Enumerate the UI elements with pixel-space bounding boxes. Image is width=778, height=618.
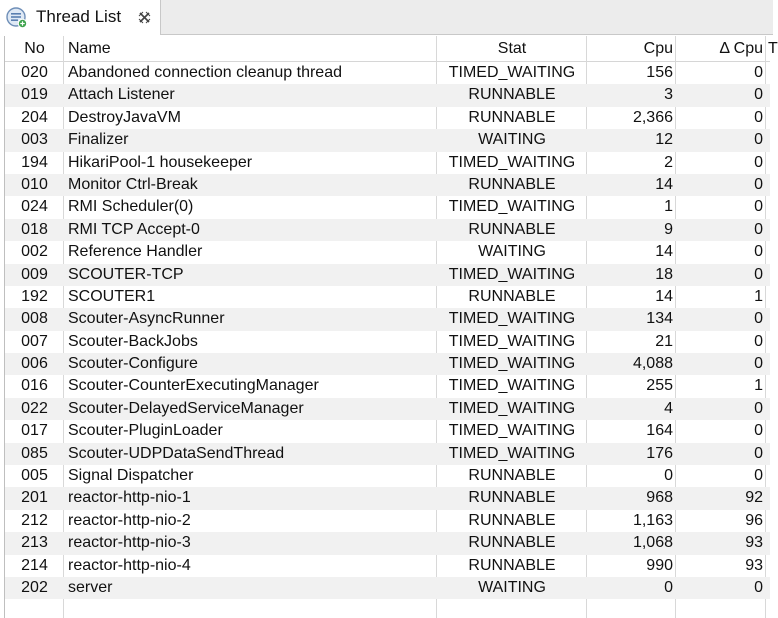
thread-name-cell: Scouter-BackJobs	[68, 332, 198, 350]
thread-cpu-cell: 176	[646, 444, 673, 462]
thread-delta-cpu-cell: 1	[754, 287, 763, 305]
thread-no-cell: 020	[21, 64, 48, 81]
thread-state-cell: WAITING	[478, 131, 546, 149]
thread-state-cell: TIMED_WAITING	[448, 444, 576, 462]
thread-state-cell: RUNNABLE	[468, 534, 556, 552]
thread-name-cell: Scouter-PluginLoader	[68, 422, 223, 440]
thread-cpu-cell: 1	[664, 198, 673, 216]
thread-cpu-cell: 0	[664, 578, 673, 596]
thread-delta-cpu-cell: 0	[754, 332, 763, 350]
thread-no-cell: 201	[21, 489, 48, 507]
thread-cpu-cell: 255	[646, 377, 673, 395]
thread-name-cell: Abandoned connection cleanup thread	[68, 64, 342, 81]
thread-state-cell: RUNNABLE	[468, 489, 556, 507]
thread-name-cell: reactor-http-nio-4	[68, 556, 191, 574]
thread-name-cell: Monitor Ctrl-Break	[68, 175, 198, 193]
table-row[interactable]	[5, 196, 770, 218]
thread-cpu-cell: 1,068	[632, 534, 673, 552]
thread-state-cell: RUNNABLE	[468, 556, 556, 574]
thread-cpu-cell: 14	[655, 175, 673, 193]
table-row[interactable]	[5, 308, 770, 330]
column-header-delta-cpu[interactable]: Δ Cpu	[719, 40, 763, 57]
thread-cpu-cell: 21	[655, 332, 673, 350]
thread-name-cell: RMI Scheduler(0)	[68, 198, 194, 216]
thread-cpu-cell: 2	[664, 153, 673, 171]
thread-name-cell: RMI TCP Accept-0	[68, 220, 200, 238]
thread-no-cell: 016	[21, 377, 48, 395]
thread-delta-cpu-cell: 0	[754, 399, 763, 417]
thread-cpu-cell: 3	[664, 86, 673, 104]
thread-no-cell: 085	[21, 444, 48, 462]
thread-state-cell: RUNNABLE	[468, 175, 556, 193]
table-row[interactable]	[5, 420, 770, 442]
thread-delta-cpu-cell: 0	[754, 153, 763, 171]
thread-name-cell: Scouter-Configure	[68, 355, 198, 373]
thread-state-cell: TIMED_WAITING	[448, 422, 576, 440]
thread-delta-cpu-cell: 93	[745, 556, 763, 574]
thread-cpu-cell: 14	[655, 243, 673, 261]
thread-cpu-cell: 156	[646, 64, 673, 81]
thread-name-cell: Scouter-CounterExecutingManager	[68, 377, 319, 395]
table-row[interactable]	[5, 443, 770, 465]
thread-cpu-cell: 4,088	[632, 355, 673, 373]
thread-name-cell: reactor-http-nio-3	[68, 534, 191, 552]
thread-state-cell: RUNNABLE	[468, 287, 556, 305]
table-row[interactable]	[5, 241, 770, 263]
thread-state-cell: RUNNABLE	[468, 220, 556, 238]
thread-no-cell: 006	[21, 355, 48, 373]
thread-state-cell: RUNNABLE	[468, 467, 556, 485]
table-row[interactable]	[5, 219, 770, 241]
thread-cpu-cell: 2,366	[632, 108, 673, 126]
thread-name-cell: Attach Listener	[68, 86, 175, 104]
thread-state-cell: RUNNABLE	[468, 86, 556, 104]
thread-no-cell: 194	[21, 153, 48, 171]
thread-delta-cpu-cell: 0	[754, 422, 763, 440]
thread-delta-cpu-cell: 0	[754, 220, 763, 238]
table-row[interactable]	[5, 62, 770, 84]
thread-cpu-cell: 4	[664, 399, 673, 417]
thread-no-cell: 003	[21, 131, 48, 149]
close-icon[interactable]	[137, 10, 152, 25]
thread-state-cell: WAITING	[478, 578, 546, 596]
table-row[interactable]	[5, 84, 770, 106]
thread-name-cell: HikariPool-1 housekeeper	[68, 153, 253, 171]
thread-no-cell: 008	[21, 310, 48, 328]
thread-state-cell: RUNNABLE	[468, 511, 556, 529]
table-row[interactable]	[5, 353, 770, 375]
thread-cpu-cell: 9	[664, 220, 673, 238]
thread-delta-cpu-cell: 93	[745, 534, 763, 552]
thread-delta-cpu-cell: 92	[745, 489, 763, 507]
thread-state-cell: TIMED_WAITING	[448, 198, 576, 216]
thread-state-cell: TIMED_WAITING	[448, 64, 576, 81]
thread-no-cell: 007	[21, 332, 48, 350]
table-row[interactable]	[5, 375, 770, 397]
thread-state-cell: TIMED_WAITING	[448, 355, 576, 373]
tab-thread-list[interactable]	[0, 0, 161, 35]
table-row[interactable]	[5, 331, 770, 353]
thread-no-cell: 214	[21, 556, 48, 574]
thread-delta-cpu-cell: 0	[754, 175, 763, 193]
thread-name-cell: SCOUTER-TCP	[68, 265, 184, 283]
thread-delta-cpu-cell: 1	[754, 377, 763, 395]
column-header-cpu[interactable]: Cpu	[643, 40, 673, 57]
view-tab-bar	[0, 0, 773, 35]
thread-no-cell: 010	[21, 175, 48, 193]
thread-delta-cpu-cell: 0	[754, 243, 763, 261]
table-row[interactable]	[5, 577, 770, 599]
thread-name-cell: Scouter-DelayedServiceManager	[68, 399, 304, 417]
thread-cpu-cell: 12	[655, 131, 673, 149]
thread-no-cell: 017	[21, 422, 48, 440]
tab-title: Thread List	[36, 7, 122, 26]
table-row[interactable]	[5, 465, 770, 487]
thread-no-cell: 212	[21, 511, 48, 529]
thread-delta-cpu-cell: 0	[754, 467, 763, 485]
table-row[interactable]	[5, 398, 770, 420]
thread-state-cell: TIMED_WAITING	[448, 310, 576, 328]
thread-name-cell: Signal Dispatcher	[68, 467, 194, 485]
thread-state-cell: RUNNABLE	[468, 108, 556, 126]
thread-name-cell: server	[68, 578, 113, 596]
thread-list-icon	[5, 6, 29, 30]
table-row[interactable]	[5, 264, 770, 286]
table-row[interactable]	[5, 174, 770, 196]
thread-no-cell: 009	[21, 265, 48, 283]
thread-table	[4, 36, 778, 618]
table-body	[5, 62, 770, 599]
table-header	[5, 36, 778, 62]
thread-no-cell: 002	[21, 243, 48, 261]
thread-delta-cpu-cell: 0	[754, 310, 763, 328]
thread-name-cell: Reference Handler	[68, 243, 203, 261]
table-row[interactable]	[5, 129, 770, 151]
thread-cpu-cell: 134	[646, 310, 673, 328]
thread-state-cell: TIMED_WAITING	[448, 153, 576, 171]
thread-state-cell: WAITING	[478, 243, 546, 261]
thread-name-cell: reactor-http-nio-1	[68, 489, 191, 507]
thread-cpu-cell: 990	[646, 556, 673, 574]
thread-name-cell: SCOUTER1	[68, 287, 156, 305]
thread-no-cell: 204	[21, 108, 48, 126]
table-row[interactable]	[5, 152, 770, 174]
column-header-name[interactable]: Name	[68, 40, 111, 57]
thread-no-cell: 024	[21, 198, 48, 216]
thread-delta-cpu-cell: 0	[754, 198, 763, 216]
thread-delta-cpu-cell: 96	[745, 511, 763, 529]
thread-no-cell: 019	[21, 86, 48, 104]
thread-delta-cpu-cell: 0	[754, 355, 763, 373]
thread-name-cell: DestroyJavaVM	[68, 108, 181, 126]
thread-cpu-cell: 164	[646, 422, 673, 440]
column-header-no[interactable]: No	[24, 40, 45, 57]
thread-cpu-cell: 0	[664, 467, 673, 485]
thread-no-cell: 022	[21, 399, 48, 417]
thread-no-cell: 213	[21, 534, 48, 552]
thread-cpu-cell: 18	[655, 265, 673, 283]
thread-no-cell: 192	[21, 287, 48, 305]
thread-state-cell: TIMED_WAITING	[448, 399, 576, 417]
table-row[interactable]	[5, 532, 770, 554]
thread-state-cell: TIMED_WAITING	[448, 265, 576, 283]
thread-delta-cpu-cell: 0	[754, 108, 763, 126]
thread-delta-cpu-cell: 0	[754, 578, 763, 596]
thread-delta-cpu-cell: 0	[754, 131, 763, 149]
table-row[interactable]	[5, 555, 770, 577]
thread-name-cell: reactor-http-nio-2	[68, 511, 191, 529]
table-row[interactable]	[5, 107, 770, 129]
table-row[interactable]	[5, 286, 770, 308]
thread-name-cell: Finalizer	[68, 131, 129, 149]
column-header-truncated[interactable]: T	[768, 40, 778, 57]
thread-state-cell: TIMED_WAITING	[448, 332, 576, 350]
thread-name-cell: Scouter-UDPDataSendThread	[68, 444, 285, 462]
thread-cpu-cell: 968	[646, 489, 673, 507]
thread-delta-cpu-cell: 0	[754, 265, 763, 283]
thread-cpu-cell: 1,163	[632, 511, 673, 529]
thread-no-cell: 005	[21, 467, 48, 485]
thread-state-cell: TIMED_WAITING	[448, 377, 576, 395]
table-row[interactable]	[5, 487, 770, 509]
thread-delta-cpu-cell: 0	[754, 86, 763, 104]
column-header-stat[interactable]: Stat	[497, 40, 527, 57]
thread-delta-cpu-cell: 0	[754, 64, 763, 81]
thread-no-cell: 018	[21, 220, 48, 238]
table-row[interactable]	[5, 510, 770, 532]
thread-delta-cpu-cell: 0	[754, 444, 763, 462]
thread-cpu-cell: 14	[655, 287, 673, 305]
thread-name-cell: Scouter-AsyncRunner	[68, 310, 225, 328]
thread-no-cell: 202	[21, 578, 48, 596]
